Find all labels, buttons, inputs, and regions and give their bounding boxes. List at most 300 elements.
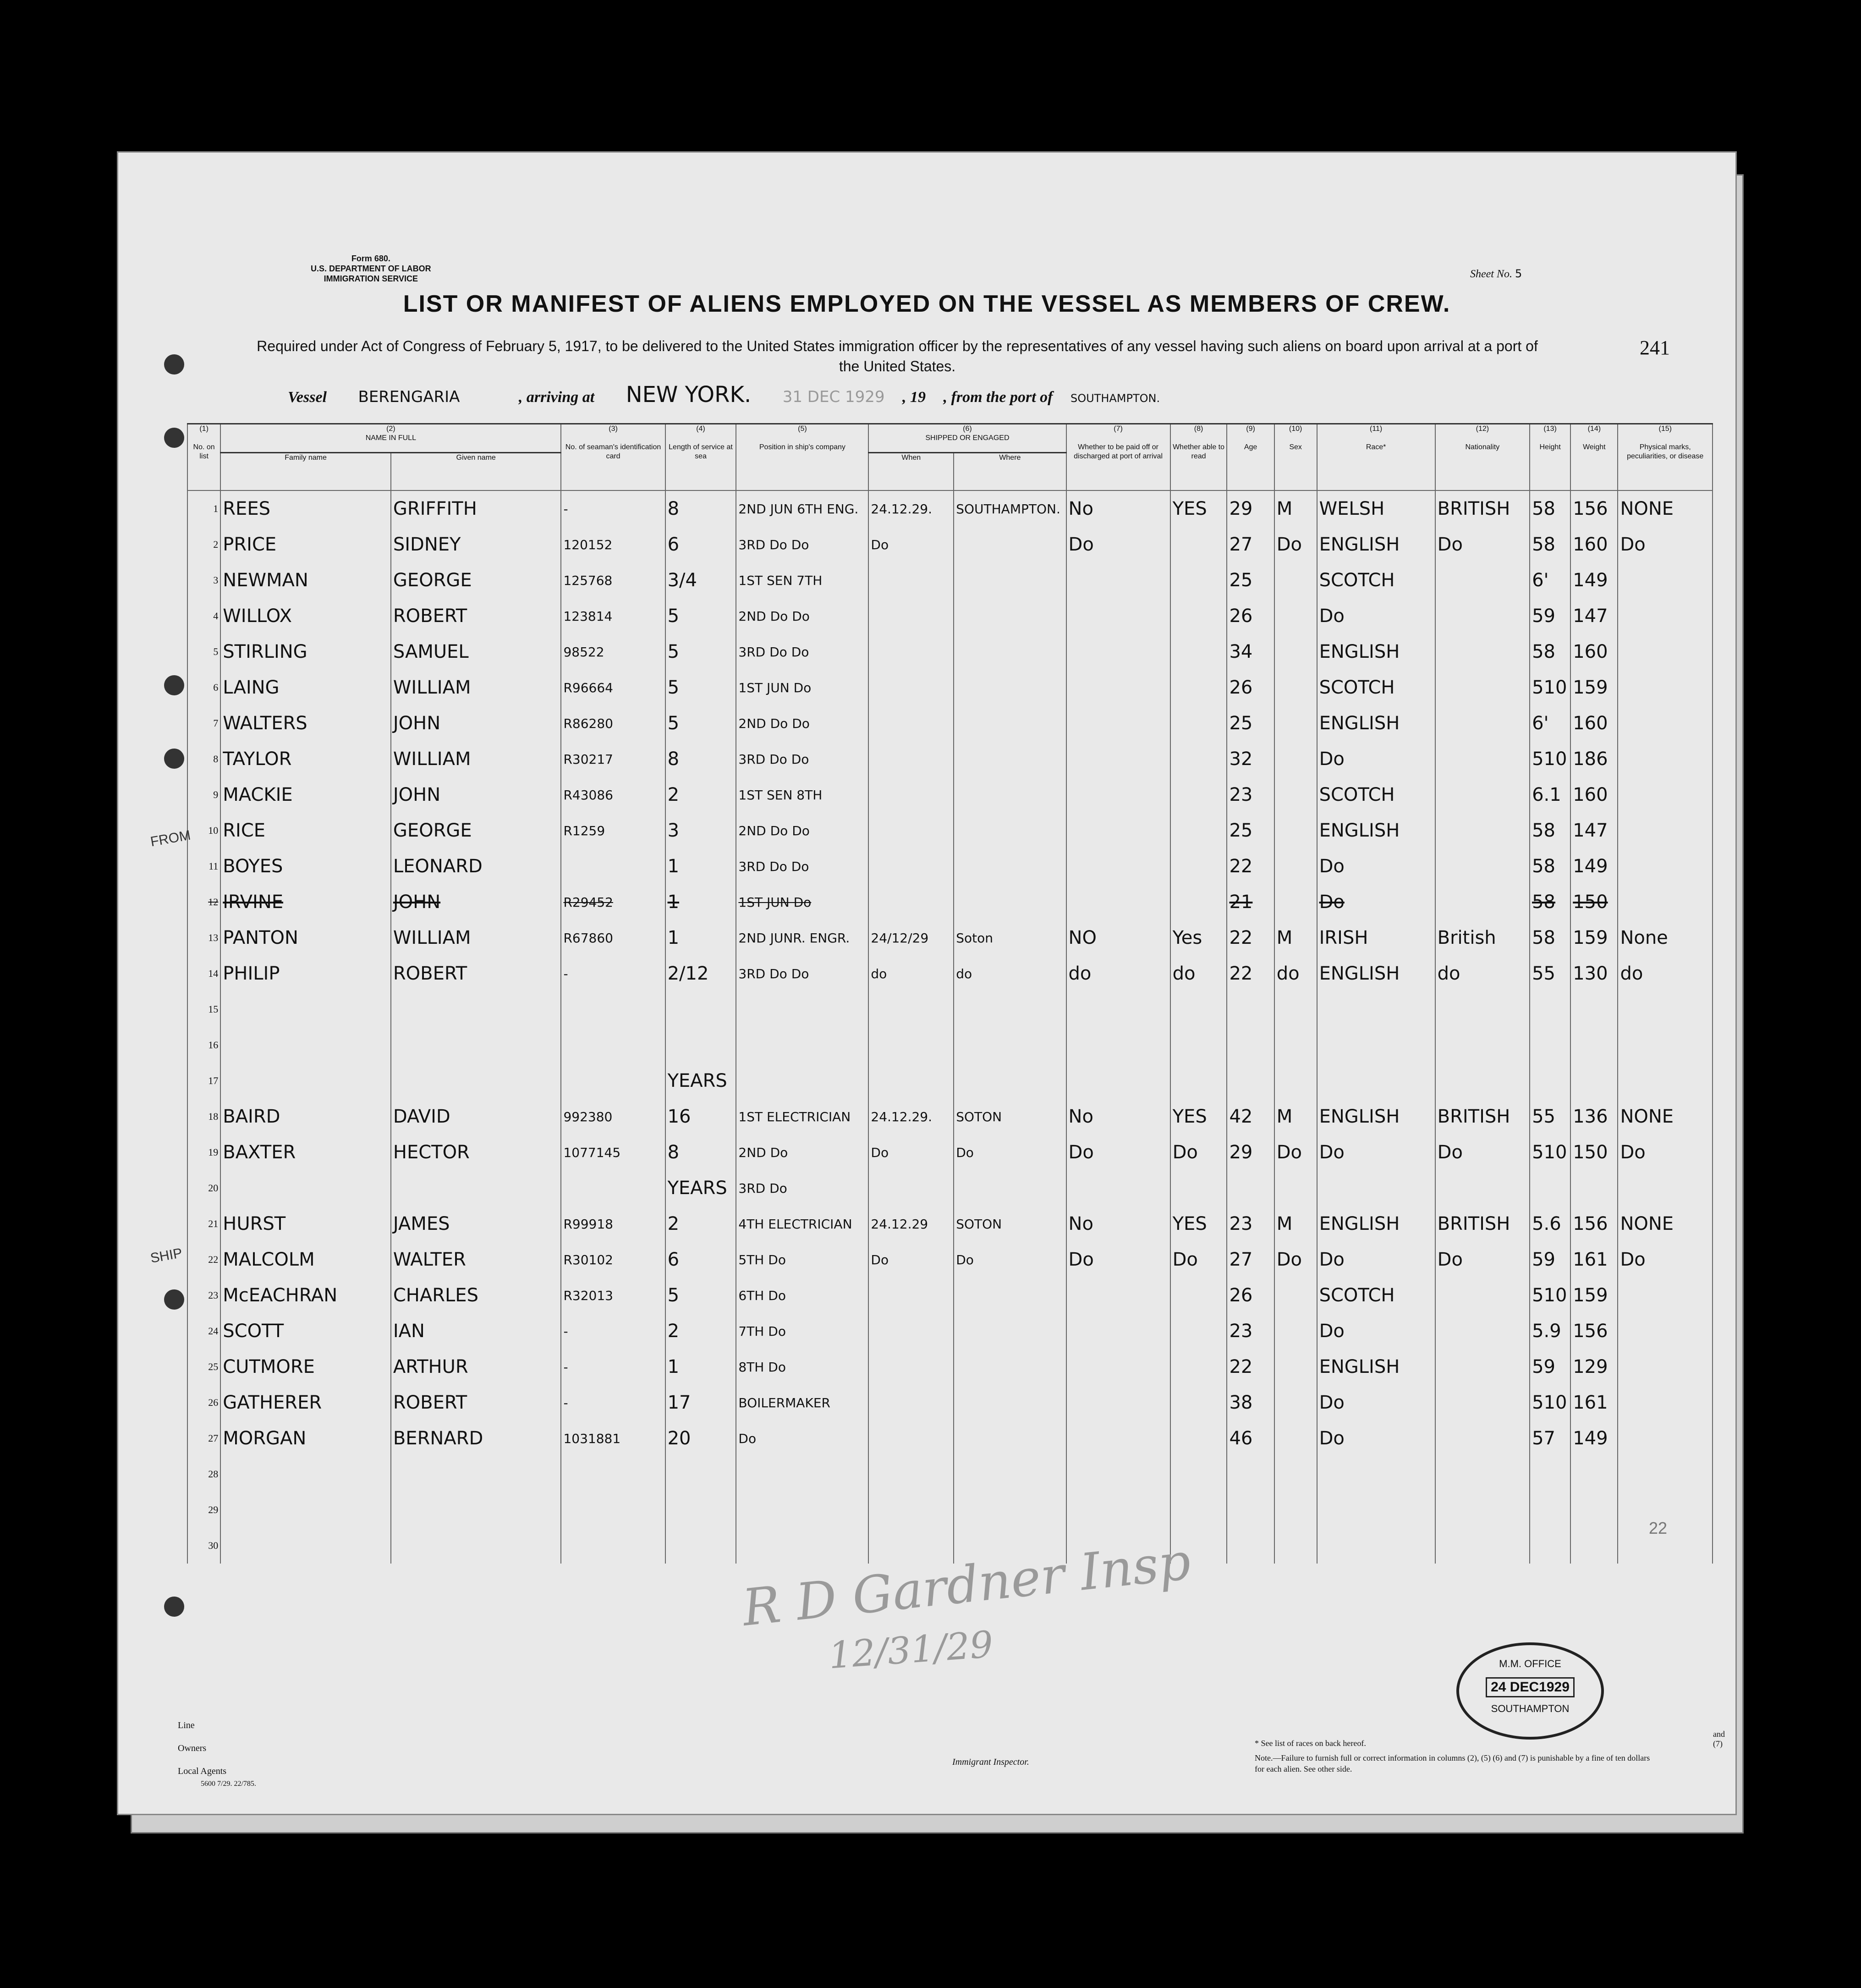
col-paid: (7) Whether to be paid off or discharged at port of arrival	[1066, 424, 1170, 491]
punch-hole	[164, 428, 184, 448]
cell-sex	[1274, 562, 1317, 598]
cell-no: 30	[187, 1528, 220, 1564]
cell-weight: 150	[1570, 884, 1618, 920]
page-subtitle: Required under Act of Congress of February 5, 1917, to be delivered to the United States immigration officer by the representatives of any vessel having such aliens on board upon arrival at a port of the United States.	[257, 338, 1538, 374]
cell-no: 27	[187, 1421, 220, 1456]
cell-card: 125768	[561, 562, 665, 598]
cell-when: 24.12.29	[868, 1206, 954, 1242]
cell-no: 20	[187, 1170, 220, 1206]
cell-weight	[1570, 1528, 1618, 1564]
cell-sex	[1274, 670, 1317, 705]
footer-edge-text: and (7)	[1713, 1729, 1725, 1748]
cell-nationality: British	[1435, 920, 1530, 956]
cell-paid	[1066, 741, 1170, 777]
cell-family	[220, 1063, 391, 1099]
cell-marks	[1618, 1278, 1713, 1313]
cell-family: BOYES	[220, 848, 391, 884]
cell-card: R86280	[561, 705, 665, 741]
cell-read: YES	[1170, 1206, 1227, 1242]
cell-sex	[1274, 813, 1317, 848]
cell-paid: Do	[1066, 1134, 1170, 1170]
cell-read	[1170, 1492, 1227, 1528]
cell-weight: 156	[1570, 1313, 1618, 1349]
cell-given: JOHN	[391, 884, 561, 920]
cell-given: ROBERT	[391, 1385, 561, 1421]
cell-nationality	[1435, 1421, 1530, 1456]
cell-family: RICE	[220, 813, 391, 848]
cell-where	[954, 1456, 1066, 1492]
cell-service: 5	[665, 634, 736, 670]
cell-marks	[1618, 670, 1713, 705]
cell-card: 123814	[561, 598, 665, 634]
cell-position: 2ND JUN 6TH ENG.	[736, 490, 868, 527]
cell-when	[868, 1385, 954, 1421]
cell-where	[954, 1063, 1066, 1099]
cell-read	[1170, 848, 1227, 884]
cell-paid	[1066, 1027, 1170, 1063]
cell-race: Do	[1317, 1385, 1435, 1421]
table-row	[187, 1242, 1713, 1278]
cell-nationality	[1435, 1313, 1530, 1349]
cell-family	[220, 1456, 391, 1492]
footer-agents: Local Agents	[178, 1766, 227, 1776]
cell-race: ENGLISH	[1317, 705, 1435, 741]
cell-sex	[1274, 848, 1317, 884]
cell-given: ROBERT	[391, 598, 561, 634]
cell-family: REES	[220, 490, 391, 527]
cell-service: YEARS	[665, 1063, 736, 1099]
cell-race: Do	[1317, 598, 1435, 634]
cell-given: JOHN	[391, 777, 561, 813]
cell-weight: 129	[1570, 1349, 1618, 1385]
cell-marks	[1618, 884, 1713, 920]
cell-read	[1170, 1385, 1227, 1421]
cell-given: WILLIAM	[391, 920, 561, 956]
cell-given	[391, 1027, 561, 1063]
punch-hole	[164, 354, 184, 374]
cell-where	[954, 1492, 1066, 1528]
cell-where	[954, 1349, 1066, 1385]
vessel-line	[288, 382, 1160, 408]
cell-read	[1170, 1456, 1227, 1492]
cell-nationality	[1435, 705, 1530, 741]
cell-family: BAIRD	[220, 1099, 391, 1134]
cell-age: 42	[1227, 1099, 1274, 1134]
cell-family	[220, 1528, 391, 1564]
cell-weight: 160	[1570, 777, 1618, 813]
arriving-port: NEW YORK.	[626, 382, 752, 408]
cell-nationality	[1435, 1492, 1530, 1528]
cell-no: 21	[187, 1206, 220, 1242]
cell-given: DAVID	[391, 1099, 561, 1134]
cell-read	[1170, 1027, 1227, 1063]
cell-when: 24/12/29	[868, 920, 954, 956]
cell-nationality	[1435, 741, 1530, 777]
cell-where	[954, 670, 1066, 705]
cell-age: 34	[1227, 634, 1274, 670]
cell-when	[868, 1421, 954, 1456]
cell-height	[1530, 1063, 1570, 1099]
page-number: 241	[1640, 336, 1670, 359]
table-row	[187, 634, 1713, 670]
cell-card	[561, 1063, 665, 1099]
cell-weight: 161	[1570, 1385, 1618, 1421]
cell-nationality	[1435, 884, 1530, 920]
cell-card: -	[561, 490, 665, 527]
cell-height: 58	[1530, 848, 1570, 884]
table-row	[187, 1063, 1713, 1099]
cell-position: 1ST JUN Do	[736, 670, 868, 705]
cell-position: 6TH Do	[736, 1278, 868, 1313]
cell-service: 5	[665, 1278, 736, 1313]
footer-inspector: Immigrant Inspector.	[952, 1757, 1029, 1767]
stamp-date: 24 DEC1929	[1486, 1677, 1575, 1697]
cell-nationality	[1435, 991, 1530, 1027]
cell-height: 58	[1530, 634, 1570, 670]
cell-when: do	[868, 956, 954, 991]
cell-age: 46	[1227, 1421, 1274, 1456]
cell-weight: 130	[1570, 956, 1618, 991]
cell-marks: NONE	[1618, 490, 1713, 527]
cell-position: 1ST SEN 7TH	[736, 562, 868, 598]
cell-weight: 149	[1570, 1421, 1618, 1456]
cell-given: SAMUEL	[391, 634, 561, 670]
cell-given: GEORGE	[391, 562, 561, 598]
cell-age: 27	[1227, 1242, 1274, 1278]
cell-position: Do	[736, 1421, 868, 1456]
margin-note: FROM	[149, 827, 192, 850]
cell-height: 59	[1530, 1349, 1570, 1385]
cell-card: 120152	[561, 527, 665, 562]
cell-read	[1170, 527, 1227, 562]
cell-nationality	[1435, 848, 1530, 884]
cell-paid	[1066, 991, 1170, 1027]
cell-height: 58	[1530, 884, 1570, 920]
inspector-signature: R D Gardner Insp	[740, 1532, 1194, 1637]
cell-no: 26	[187, 1385, 220, 1421]
cell-service: 6	[665, 1242, 736, 1278]
cell-card	[561, 1456, 665, 1492]
cell-no: 3	[187, 562, 220, 598]
cell-age	[1227, 1528, 1274, 1564]
cell-no: 14	[187, 956, 220, 991]
table-row	[187, 1421, 1713, 1456]
cell-sex: M	[1274, 490, 1317, 527]
vessel-name: BERENGARIA	[358, 388, 460, 406]
cell-where: Do	[954, 1134, 1066, 1170]
table-row	[187, 1278, 1713, 1313]
cell-service: 2	[665, 1206, 736, 1242]
cell-where: do	[954, 956, 1066, 991]
cell-weight: 160	[1570, 527, 1618, 562]
cell-paid	[1066, 1492, 1170, 1528]
cell-weight: 156	[1570, 490, 1618, 527]
cell-card: R96664	[561, 670, 665, 705]
cell-age: 23	[1227, 1206, 1274, 1242]
cell-read: YES	[1170, 490, 1227, 527]
cell-card: 98522	[561, 634, 665, 670]
cell-family: WILLOX	[220, 598, 391, 634]
cell-no: 19	[187, 1134, 220, 1170]
cell-service: 20	[665, 1421, 736, 1456]
cell-read	[1170, 777, 1227, 813]
cell-card	[561, 1492, 665, 1528]
department: U.S. DEPARTMENT OF LABOR	[311, 264, 431, 273]
cell-weight	[1570, 1492, 1618, 1528]
crew-manifest-table	[187, 423, 1713, 1564]
cell-when	[868, 1027, 954, 1063]
col-weight: (14) Weight	[1570, 424, 1618, 491]
cell-weight: 136	[1570, 1099, 1618, 1134]
manifest-sheet	[117, 151, 1737, 1815]
cell-no: 24	[187, 1313, 220, 1349]
cell-no: 29	[187, 1492, 220, 1528]
cell-race: SCOTCH	[1317, 1278, 1435, 1313]
cell-race	[1317, 1528, 1435, 1564]
cell-sex	[1274, 1492, 1317, 1528]
cell-race: Do	[1317, 884, 1435, 920]
cell-position: 2ND Do Do	[736, 598, 868, 634]
col-card: (3) No. of seaman's identification card	[561, 424, 665, 491]
cell-height: 510	[1530, 670, 1570, 705]
punch-hole	[164, 1289, 184, 1310]
stamp-bottom: SOUTHAMPTON	[1491, 1703, 1570, 1714]
cell-position: 3RD Do Do	[736, 848, 868, 884]
cell-card: R99918	[561, 1206, 665, 1242]
cell-nationality	[1435, 1528, 1530, 1564]
service: IMMIGRATION SERVICE	[324, 274, 418, 283]
cell-when	[868, 1456, 954, 1492]
cell-nationality: BRITISH	[1435, 1206, 1530, 1242]
cell-height: 5.6	[1530, 1206, 1570, 1242]
table-row	[187, 991, 1713, 1027]
cell-position	[736, 1528, 868, 1564]
table-row	[187, 527, 1713, 562]
table-row	[187, 741, 1713, 777]
cell-when	[868, 562, 954, 598]
cell-family: PHILIP	[220, 956, 391, 991]
cell-age: 27	[1227, 527, 1274, 562]
cell-position: 2ND Do Do	[736, 813, 868, 848]
cell-race: Do	[1317, 848, 1435, 884]
cell-age: 25	[1227, 813, 1274, 848]
cell-race: ENGLISH	[1317, 1099, 1435, 1134]
cell-where	[954, 884, 1066, 920]
cell-race: Do	[1317, 1313, 1435, 1349]
cell-position: 5TH Do	[736, 1242, 868, 1278]
cell-age: 26	[1227, 598, 1274, 634]
cell-service	[665, 1492, 736, 1528]
cell-weight: 149	[1570, 848, 1618, 884]
cell-given: WALTER	[391, 1242, 561, 1278]
cell-nationality: Do	[1435, 1134, 1530, 1170]
table-row	[187, 562, 1713, 598]
cell-weight: 159	[1570, 920, 1618, 956]
cell-service: 1	[665, 1349, 736, 1385]
cell-no: 10	[187, 813, 220, 848]
cell-paid: No	[1066, 1206, 1170, 1242]
cell-height: 55	[1530, 956, 1570, 991]
cell-given	[391, 1456, 561, 1492]
punch-hole	[164, 1597, 184, 1617]
cell-race: ENGLISH	[1317, 956, 1435, 991]
cell-card: R1259	[561, 813, 665, 848]
sheet-number	[1470, 267, 1522, 281]
cell-card	[561, 848, 665, 884]
cell-paid	[1066, 884, 1170, 920]
cell-height: 58	[1530, 813, 1570, 848]
sheet-label: Sheet No.	[1470, 268, 1512, 280]
cell-height	[1530, 1456, 1570, 1492]
cell-when	[868, 884, 954, 920]
cell-marks: Do	[1618, 1134, 1713, 1170]
cell-paid: No	[1066, 1099, 1170, 1134]
cell-where	[954, 634, 1066, 670]
cell-position: BOILERMAKER	[736, 1385, 868, 1421]
cell-card	[561, 1170, 665, 1206]
cell-where	[954, 1385, 1066, 1421]
cell-service: 3	[665, 813, 736, 848]
cell-marks	[1618, 1313, 1713, 1349]
col-family: Family name	[220, 453, 391, 491]
cell-sex	[1274, 1421, 1317, 1456]
cell-given: BERNARD	[391, 1421, 561, 1456]
cell-where: SOUTHAMPTON.	[954, 490, 1066, 527]
cell-paid	[1066, 1385, 1170, 1421]
cell-height: 59	[1530, 1242, 1570, 1278]
cell-nationality: BRITISH	[1435, 1099, 1530, 1134]
col-where: Where	[954, 453, 1066, 491]
cell-family	[220, 991, 391, 1027]
cell-family: TAYLOR	[220, 741, 391, 777]
cell-age	[1227, 1063, 1274, 1099]
cell-family: MALCOLM	[220, 1242, 391, 1278]
cell-marks	[1618, 1385, 1713, 1421]
cell-family: BAXTER	[220, 1134, 391, 1170]
col-physical: (15) Physical marks, peculiarities, or disease	[1618, 424, 1713, 491]
cell-race: Do	[1317, 1134, 1435, 1170]
punch-hole	[164, 749, 184, 769]
cell-age	[1227, 1492, 1274, 1528]
cell-family: HURST	[220, 1206, 391, 1242]
cell-service: 6	[665, 527, 736, 562]
cell-service: 1	[665, 848, 736, 884]
cell-given: JOHN	[391, 705, 561, 741]
cell-where	[954, 741, 1066, 777]
cell-read	[1170, 1313, 1227, 1349]
cell-position: 1ST JUN Do	[736, 884, 868, 920]
cell-when: 24.12.29.	[868, 1099, 954, 1134]
cell-read	[1170, 1349, 1227, 1385]
cell-when	[868, 670, 954, 705]
cell-sex	[1274, 1063, 1317, 1099]
cell-sex: do	[1274, 956, 1317, 991]
cell-marks	[1618, 848, 1713, 884]
cell-given: SIDNEY	[391, 527, 561, 562]
cell-age: 22	[1227, 920, 1274, 956]
col-given: Given name	[391, 453, 561, 491]
cell-service: 5	[665, 705, 736, 741]
cell-nationality	[1435, 670, 1530, 705]
cell-marks	[1618, 1170, 1713, 1206]
cell-nationality	[1435, 634, 1530, 670]
cell-age	[1227, 1170, 1274, 1206]
cell-marks	[1618, 813, 1713, 848]
cell-paid	[1066, 848, 1170, 884]
col-sex: (10) Sex	[1274, 424, 1317, 491]
cell-no: 16	[187, 1027, 220, 1063]
cell-nationality	[1435, 598, 1530, 634]
cell-where	[954, 562, 1066, 598]
cell-race: WELSH	[1317, 490, 1435, 527]
cell-weight: 161	[1570, 1242, 1618, 1278]
cell-family: NEWMAN	[220, 562, 391, 598]
cell-position: 3RD Do Do	[736, 634, 868, 670]
cell-age: 29	[1227, 490, 1274, 527]
cell-when	[868, 1349, 954, 1385]
cell-position: 2ND JUNR. ENGR.	[736, 920, 868, 956]
cell-position: 2ND Do Do	[736, 705, 868, 741]
cell-marks	[1618, 777, 1713, 813]
cell-read	[1170, 634, 1227, 670]
cell-no: 4	[187, 598, 220, 634]
cell-sex: Do	[1274, 527, 1317, 562]
cell-paid	[1066, 1349, 1170, 1385]
cell-height: 58	[1530, 490, 1570, 527]
cell-family: CUTMORE	[220, 1349, 391, 1385]
cell-sex	[1274, 1385, 1317, 1421]
cell-height: 59	[1530, 598, 1570, 634]
cell-position	[736, 1063, 868, 1099]
cell-marks	[1618, 634, 1713, 670]
table-row	[187, 1170, 1713, 1206]
cell-no: 17	[187, 1063, 220, 1099]
cell-sex: Do	[1274, 1134, 1317, 1170]
cell-marks: do	[1618, 956, 1713, 991]
cell-race: Do	[1317, 1242, 1435, 1278]
cell-paid	[1066, 1170, 1170, 1206]
cell-weight	[1570, 1027, 1618, 1063]
cell-nationality	[1435, 1456, 1530, 1492]
cell-weight: 147	[1570, 598, 1618, 634]
cell-height: 510	[1530, 741, 1570, 777]
table-row	[187, 1492, 1713, 1528]
cell-read	[1170, 991, 1227, 1027]
cell-given: LEONARD	[391, 848, 561, 884]
cell-paid	[1066, 598, 1170, 634]
cell-given	[391, 991, 561, 1027]
cell-weight: 159	[1570, 670, 1618, 705]
cell-service: 8	[665, 741, 736, 777]
cell-marks	[1618, 705, 1713, 741]
cell-sex	[1274, 1528, 1317, 1564]
table-row	[187, 705, 1713, 741]
table-row	[187, 1027, 1713, 1063]
cell-height: 58	[1530, 920, 1570, 956]
cell-height	[1530, 991, 1570, 1027]
vessel-label: Vessel	[288, 389, 327, 406]
cell-age	[1227, 991, 1274, 1027]
cell-race: ENGLISH	[1317, 1206, 1435, 1242]
cell-height: 58	[1530, 527, 1570, 562]
cell-height: 510	[1530, 1134, 1570, 1170]
cell-age	[1227, 1027, 1274, 1063]
cell-marks: NONE	[1618, 1206, 1713, 1242]
table-row	[187, 598, 1713, 634]
cell-no: 11	[187, 848, 220, 884]
cell-service	[665, 1456, 736, 1492]
cell-nationality	[1435, 1027, 1530, 1063]
